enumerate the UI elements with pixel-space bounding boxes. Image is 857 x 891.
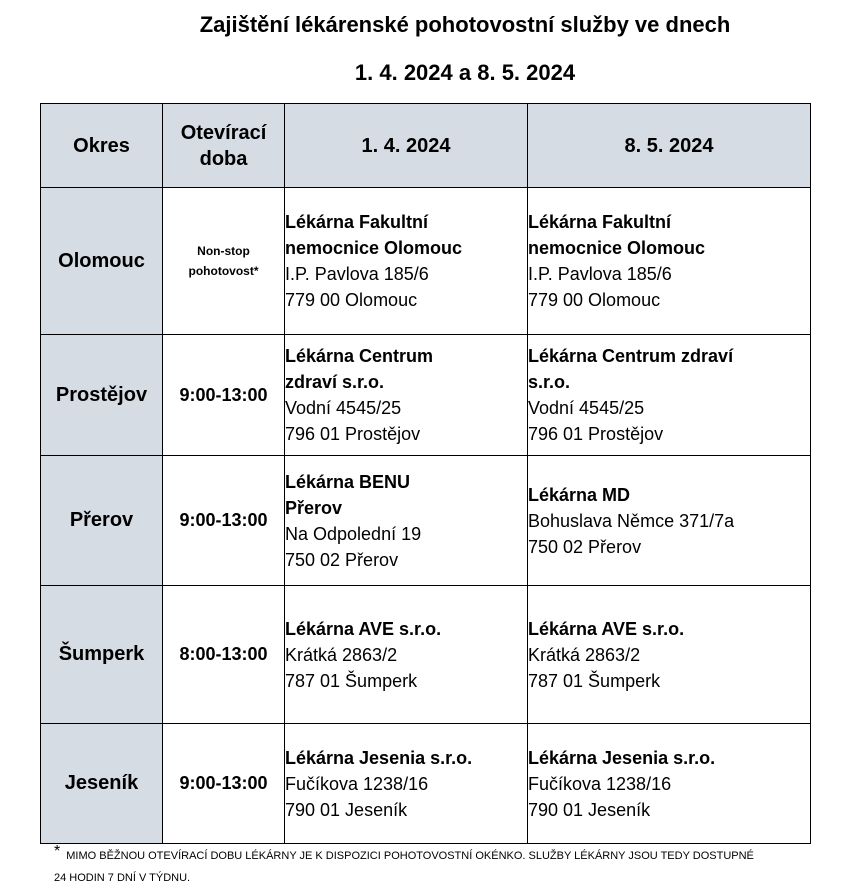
footnote-asterisk: * — [54, 843, 61, 860]
pharmacy-city: 787 01 Šumperk — [528, 670, 661, 691]
pharmacy-name: Lékárna Centrum — [285, 346, 434, 366]
pharmacy-city: 779 00 Olomouc — [528, 290, 661, 310]
header-hours-line1: Otevírací — [180, 121, 267, 144]
footnote-line2: 24 HODIN 7 DNÍ V TÝDNU. — [54, 872, 191, 884]
pharmacy-date1-cell — [285, 188, 528, 335]
pharmacy-name: Lékárna Centrum zdraví — [528, 346, 734, 366]
pharmacy-street: Krátká 2863/2 — [285, 644, 398, 665]
pharmacy-date2-cell — [528, 724, 811, 844]
pharmacy-name: Lékárna Jesenia s.r.o. — [285, 747, 473, 768]
pharmacy-name: zdraví s.r.o. — [285, 372, 385, 392]
footnote — [54, 845, 849, 889]
pharmacy-city: 796 01 Prostějov — [285, 424, 421, 444]
header-date2: 8. 5. 2024 — [528, 104, 811, 188]
pharmacy-date2-cell — [528, 188, 811, 335]
pharmacy-name: s.r.o. — [528, 372, 571, 392]
pharmacy-city: 779 00 Olomouc — [285, 290, 418, 310]
pharmacy-name: Přerov — [285, 497, 343, 518]
okres-cell: Prostějov — [41, 335, 163, 456]
table-header-row — [41, 104, 811, 188]
pharmacy-date1-cell — [285, 586, 528, 724]
okres-cell: Jeseník — [41, 724, 163, 844]
pharmacy-street: Vodní 4545/25 — [285, 398, 402, 418]
hours-cell: 9:00-13:00 — [163, 456, 285, 586]
pharmacy-street: Bohuslava Němce 371/7a — [528, 510, 735, 531]
pharmacy-date1-cell — [285, 335, 528, 456]
hours-cell: 9:00-13:00 — [163, 724, 285, 844]
table-row — [41, 586, 811, 724]
pharmacy-date2-cell — [528, 586, 811, 724]
pharmacy-street: I.P. Pavlova 185/6 — [528, 264, 672, 284]
okres-cell: Šumperk — [41, 586, 163, 724]
pharmacy-city: 750 02 Přerov — [285, 549, 399, 570]
hours-line1: Non-stop — [197, 244, 250, 258]
pharmacy-schedule-table — [40, 103, 811, 844]
pharmacy-name: Lékárna Fakultní — [528, 212, 672, 232]
header-okres: Okres — [41, 104, 163, 188]
pharmacy-street: Na Odpolední 19 — [285, 523, 422, 544]
okres-cell: Přerov — [41, 456, 163, 586]
document-subtitle-dates: 1. 4. 2024 a 8. 5. 2024 — [354, 60, 576, 85]
table-row — [41, 188, 811, 335]
table-row — [41, 724, 811, 844]
header-date1: 1. 4. 2024 — [285, 104, 528, 188]
pharmacy-name: Lékárna MD — [528, 484, 631, 505]
hours-cell — [163, 188, 285, 335]
okres-cell: Olomouc — [41, 188, 163, 335]
pharmacy-date1-cell — [285, 456, 528, 586]
pharmacy-name: Lékárna Fakultní — [285, 212, 429, 232]
pharmacy-street: Krátká 2863/2 — [528, 644, 641, 665]
hours-cell: 8:00-13:00 — [163, 586, 285, 724]
pharmacy-name: Lékárna AVE s.r.o. — [285, 618, 442, 639]
pharmacy-date2-cell — [528, 456, 811, 586]
pharmacy-name: Lékárna BENU — [285, 471, 411, 492]
table-row — [41, 335, 811, 456]
pharmacy-street: Fučíkova 1238/16 — [285, 773, 429, 794]
hours-line2: pohotovost* — [188, 264, 259, 278]
pharmacy-name: nemocnice Olomouc — [285, 238, 463, 258]
pharmacy-name: nemocnice Olomouc — [528, 238, 706, 258]
pharmacy-city: 750 02 Přerov — [528, 536, 642, 557]
pharmacy-city: 787 01 Šumperk — [285, 670, 418, 691]
document-title: Zajištění lékárenské pohotovostní služby ve dnech — [199, 12, 731, 37]
pharmacy-city: 790 01 Jeseník — [285, 799, 408, 820]
pharmacy-name: Lékárna Jesenia s.r.o. — [528, 747, 716, 768]
pharmacy-date1-cell — [285, 724, 528, 844]
header-hours-line2: doba — [199, 147, 248, 170]
pharmacy-name: Lékárna AVE s.r.o. — [528, 618, 685, 639]
footnote-line1: MIMO BĚŽNOU OTEVÍRACÍ DOBU LÉKÁRNY JE K DISPOZICI POHOTOVOSTNÍ OKÉNKO. SLUŽBY LÉKÁRNY JSOU TEDY DOSTUPNÉ — [66, 850, 754, 862]
pharmacy-street: Fučíkova 1238/16 — [528, 773, 672, 794]
pharmacy-street: I.P. Pavlova 185/6 — [285, 264, 429, 284]
hours-cell: 9:00-13:00 — [163, 335, 285, 456]
pharmacy-street: Vodní 4545/25 — [528, 398, 645, 418]
pharmacy-city: 790 01 Jeseník — [528, 799, 651, 820]
pharmacy-date2-cell — [528, 335, 811, 456]
header-opening-hours — [163, 104, 285, 188]
table-row — [41, 456, 811, 586]
pharmacy-city: 796 01 Prostějov — [528, 424, 664, 444]
